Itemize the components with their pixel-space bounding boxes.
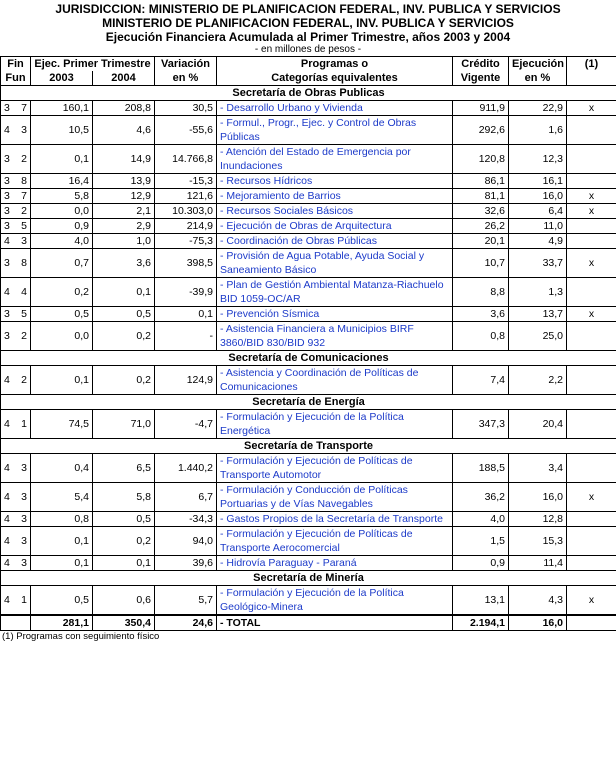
fin-code: 4 bbox=[4, 594, 10, 606]
value-2003: 0,5 bbox=[31, 307, 93, 322]
variation-pct: 10.303,0 bbox=[155, 204, 217, 219]
program-name: - Gastos Propios de la Secretaría de Transporte bbox=[217, 512, 453, 527]
col-ejecucion-unit: en % bbox=[509, 71, 567, 86]
program-name: - Desarrollo Urbano y Vivienda bbox=[217, 101, 453, 116]
total-blank bbox=[1, 615, 31, 631]
physical-tracking-mark bbox=[567, 322, 616, 351]
variation-pct: 39,6 bbox=[155, 556, 217, 571]
program-name: - Formulación y Ejecución de Políticas de Transporte Aerocomercial bbox=[217, 527, 453, 556]
section-header bbox=[1, 86, 616, 101]
fin-fun-code bbox=[1, 101, 31, 116]
total-label: - TOTAL bbox=[217, 615, 453, 631]
program-name: - Prevención Sísmica bbox=[217, 307, 453, 322]
fun-code: 4 bbox=[21, 286, 27, 298]
section-header bbox=[1, 439, 616, 454]
fin-code: 3 bbox=[4, 153, 10, 165]
execution-pct: 1,6 bbox=[509, 116, 567, 145]
program-name: - Hidrovía Paraguay - Paraná bbox=[217, 556, 453, 571]
physical-tracking-mark bbox=[567, 410, 616, 439]
section-title: Secretaría de Comunicaciones bbox=[1, 351, 616, 366]
section-title: Secretaría de Minería bbox=[1, 571, 616, 586]
fin-code: 4 bbox=[4, 286, 10, 298]
value-2003: 0,0 bbox=[31, 204, 93, 219]
value-2003: 0,2 bbox=[31, 278, 93, 307]
value-2004: 6,5 bbox=[93, 454, 155, 483]
section-header bbox=[1, 395, 616, 410]
col-ejec-primer-trimestre: Ejec. Primer Trimestre bbox=[31, 57, 155, 72]
col-2003: 2003 bbox=[31, 71, 93, 86]
fin-fun-code bbox=[1, 307, 31, 322]
execution-pct: 6,4 bbox=[509, 204, 567, 219]
fun-code: 3 bbox=[21, 557, 27, 569]
physical-tracking-mark: x bbox=[567, 307, 616, 322]
program-name: - Formul., Progr., Ejec. y Control de Obras Públicas bbox=[217, 116, 453, 145]
value-2004: 0,5 bbox=[93, 307, 155, 322]
fin-code: 4 bbox=[4, 491, 10, 503]
program-name: - Plan de Gestión Ambiental Matanza-Riachuelo BID 1059-OC/AR bbox=[217, 278, 453, 307]
credit-value: 20,1 bbox=[453, 234, 509, 249]
execution-pct: 12,8 bbox=[509, 512, 567, 527]
fin-code: 3 bbox=[4, 102, 10, 114]
variation-pct: 14.766,8 bbox=[155, 145, 217, 174]
fin-code: 3 bbox=[4, 175, 10, 187]
value-2003: 74,5 bbox=[31, 410, 93, 439]
value-2004: 0,1 bbox=[93, 278, 155, 307]
physical-tracking-mark bbox=[567, 278, 616, 307]
fun-code: 3 bbox=[21, 535, 27, 547]
table-row bbox=[1, 556, 616, 571]
program-name: - Recursos Sociales Básicos bbox=[217, 204, 453, 219]
execution-table bbox=[0, 56, 616, 631]
table-row bbox=[1, 307, 616, 322]
value-2004: 14,9 bbox=[93, 145, 155, 174]
variation-pct: 214,9 bbox=[155, 219, 217, 234]
credit-value: 120,8 bbox=[453, 145, 509, 174]
variation-pct: 398,5 bbox=[155, 249, 217, 278]
col-fun: Fun bbox=[1, 71, 31, 86]
value-2004: 0,5 bbox=[93, 512, 155, 527]
credit-value: 188,5 bbox=[453, 454, 509, 483]
fin-fun-code bbox=[1, 145, 31, 174]
value-2004: 0,1 bbox=[93, 556, 155, 571]
value-2003: 0,5 bbox=[31, 586, 93, 616]
variation-pct: 121,6 bbox=[155, 189, 217, 204]
value-2003: 4,0 bbox=[31, 234, 93, 249]
credit-value: 26,2 bbox=[453, 219, 509, 234]
fin-code: 4 bbox=[4, 124, 10, 136]
variation-pct: 124,9 bbox=[155, 366, 217, 395]
table-row bbox=[1, 278, 616, 307]
fun-code: 3 bbox=[21, 462, 27, 474]
physical-tracking-mark bbox=[567, 556, 616, 571]
credit-value: 7,4 bbox=[453, 366, 509, 395]
value-2004: 0,2 bbox=[93, 322, 155, 351]
total-execution: 16,0 bbox=[509, 615, 567, 631]
value-2004: 208,8 bbox=[93, 101, 155, 116]
credit-value: 86,1 bbox=[453, 174, 509, 189]
value-2003: 0,1 bbox=[31, 527, 93, 556]
section-header bbox=[1, 351, 616, 366]
fin-fun-code bbox=[1, 249, 31, 278]
execution-pct: 11,4 bbox=[509, 556, 567, 571]
fin-fun-code bbox=[1, 512, 31, 527]
credit-value: 4,0 bbox=[453, 512, 509, 527]
physical-tracking-mark bbox=[567, 219, 616, 234]
fun-code: 3 bbox=[21, 491, 27, 503]
physical-tracking-mark: x bbox=[567, 101, 616, 116]
value-2004: 0,6 bbox=[93, 586, 155, 616]
variation-pct: -55,6 bbox=[155, 116, 217, 145]
report-title: Ejecución Financiera Acumulada al Primer Trimestre, años 2003 y 2004 bbox=[105, 30, 511, 44]
program-name: - Formulación y Ejecución de la Política Energética bbox=[217, 410, 453, 439]
value-2004: 2,9 bbox=[93, 219, 155, 234]
fin-fun-code bbox=[1, 189, 31, 204]
physical-tracking-mark: x bbox=[567, 249, 616, 278]
report-header bbox=[0, 0, 616, 56]
fin-code: 4 bbox=[4, 557, 10, 569]
program-name: - Coordinación de Obras Públicas bbox=[217, 234, 453, 249]
variation-pct: -75,3 bbox=[155, 234, 217, 249]
table-row bbox=[1, 527, 616, 556]
program-name: - Mejoramiento de Barrios bbox=[217, 189, 453, 204]
fin-code: 3 bbox=[4, 257, 10, 269]
section-title: Secretaría de Transporte bbox=[1, 439, 616, 454]
execution-pct: 15,3 bbox=[509, 527, 567, 556]
execution-pct: 13,7 bbox=[509, 307, 567, 322]
credit-value: 0,9 bbox=[453, 556, 509, 571]
footnote: (1) Programas con seguimiento físico bbox=[2, 631, 160, 642]
credit-value: 347,3 bbox=[453, 410, 509, 439]
value-2003: 5,8 bbox=[31, 189, 93, 204]
physical-tracking-mark bbox=[567, 512, 616, 527]
table-row bbox=[1, 322, 616, 351]
fun-code: 5 bbox=[21, 308, 27, 320]
program-name: - Ejecución de Obras de Arquitectura bbox=[217, 219, 453, 234]
table-row bbox=[1, 410, 616, 439]
program-name: - Recursos Hídricos bbox=[217, 174, 453, 189]
execution-pct: 11,0 bbox=[509, 219, 567, 234]
table-row bbox=[1, 483, 616, 512]
fun-code: 1 bbox=[21, 418, 27, 430]
value-2004: 12,9 bbox=[93, 189, 155, 204]
unit-note: - en millones de pesos - bbox=[254, 44, 362, 55]
variation-pct: 6,7 bbox=[155, 483, 217, 512]
table-row bbox=[1, 204, 616, 219]
value-2003: 0,1 bbox=[31, 145, 93, 174]
value-2003: 5,4 bbox=[31, 483, 93, 512]
table-row bbox=[1, 174, 616, 189]
fun-code: 7 bbox=[21, 190, 27, 202]
value-2003: 10,5 bbox=[31, 116, 93, 145]
fun-code: 2 bbox=[21, 153, 27, 165]
execution-pct: 22,9 bbox=[509, 101, 567, 116]
col-programas: Programas o bbox=[217, 57, 453, 72]
value-2004: 0,2 bbox=[93, 527, 155, 556]
execution-pct: 16,0 bbox=[509, 483, 567, 512]
execution-pct: 4,9 bbox=[509, 234, 567, 249]
table-row bbox=[1, 189, 616, 204]
fin-fun-code bbox=[1, 116, 31, 145]
variation-pct: -15,3 bbox=[155, 174, 217, 189]
fin-fun-code bbox=[1, 556, 31, 571]
fin-code: 4 bbox=[4, 418, 10, 430]
table-body bbox=[1, 86, 616, 631]
variation-pct: 30,5 bbox=[155, 101, 217, 116]
program-name: - Formulación y Ejecución de Políticas de Transporte Automotor bbox=[217, 454, 453, 483]
execution-pct: 20,4 bbox=[509, 410, 567, 439]
table-row bbox=[1, 512, 616, 527]
fin-code: 3 bbox=[4, 220, 10, 232]
execution-pct: 2,2 bbox=[509, 366, 567, 395]
value-2003: 0,0 bbox=[31, 322, 93, 351]
fin-fun-code bbox=[1, 234, 31, 249]
variation-pct: 1.440,2 bbox=[155, 454, 217, 483]
program-name: - Atención del Estado de Emergencia por Inundaciones bbox=[217, 145, 453, 174]
credit-value: 36,2 bbox=[453, 483, 509, 512]
execution-pct: 16,0 bbox=[509, 189, 567, 204]
value-2003: 160,1 bbox=[31, 101, 93, 116]
fin-code: 4 bbox=[4, 513, 10, 525]
fun-code: 8 bbox=[21, 175, 27, 187]
fin-fun-code bbox=[1, 527, 31, 556]
fin-code: 3 bbox=[4, 190, 10, 202]
total-2003: 281,1 bbox=[31, 615, 93, 631]
total-2004: 350,4 bbox=[93, 615, 155, 631]
table-row bbox=[1, 586, 616, 616]
physical-tracking-mark: x bbox=[567, 483, 616, 512]
execution-pct: 25,0 bbox=[509, 322, 567, 351]
section-title: Secretaría de Obras Publicas bbox=[1, 86, 616, 101]
value-2004: 13,9 bbox=[93, 174, 155, 189]
fun-code: 7 bbox=[21, 102, 27, 114]
section-header bbox=[1, 571, 616, 586]
execution-pct: 12,3 bbox=[509, 145, 567, 174]
fin-code: 4 bbox=[4, 374, 10, 386]
total-mark bbox=[567, 615, 616, 631]
execution-pct: 16,1 bbox=[509, 174, 567, 189]
credit-value: 8,8 bbox=[453, 278, 509, 307]
fun-code: 8 bbox=[21, 257, 27, 269]
variation-pct: 5,7 bbox=[155, 586, 217, 616]
fin-code: 4 bbox=[4, 535, 10, 547]
variation-pct: - bbox=[155, 322, 217, 351]
table-row bbox=[1, 101, 616, 116]
ministry-title: MINISTERIO DE PLANIFICACION FEDERAL, INV. PUBLICA Y SERVICIOS bbox=[102, 16, 514, 30]
fun-code: 2 bbox=[21, 205, 27, 217]
physical-tracking-mark bbox=[567, 454, 616, 483]
value-2003: 0,1 bbox=[31, 556, 93, 571]
variation-pct: 0,1 bbox=[155, 307, 217, 322]
value-2004: 4,6 bbox=[93, 116, 155, 145]
col-categorias: Categorías equivalentes bbox=[217, 71, 453, 86]
physical-tracking-mark bbox=[567, 116, 616, 145]
table-row bbox=[1, 234, 616, 249]
fin-fun-code bbox=[1, 219, 31, 234]
credit-value: 13,1 bbox=[453, 586, 509, 616]
jurisdiction-title: JURISDICCION: MINISTERIO DE PLANIFICACION FEDERAL, INV. PUBLICA Y SERVICIOS bbox=[55, 2, 561, 16]
execution-pct: 3,4 bbox=[509, 454, 567, 483]
physical-tracking-mark bbox=[567, 145, 616, 174]
table-row bbox=[1, 116, 616, 145]
col-note: (1) bbox=[567, 57, 616, 72]
total-variation: 24,6 bbox=[155, 615, 217, 631]
physical-tracking-mark: x bbox=[567, 189, 616, 204]
value-2004: 2,1 bbox=[93, 204, 155, 219]
col-credito: Crédito bbox=[453, 57, 509, 72]
variation-pct: -4,7 bbox=[155, 410, 217, 439]
execution-pct: 4,3 bbox=[509, 586, 567, 616]
col-variacion: Variación bbox=[155, 57, 217, 72]
col-variacion-unit: en % bbox=[155, 71, 217, 86]
total-row bbox=[1, 615, 616, 631]
value-2003: 0,8 bbox=[31, 512, 93, 527]
fin-fun-code bbox=[1, 366, 31, 395]
total-credit: 2.194,1 bbox=[453, 615, 509, 631]
value-2003: 0,1 bbox=[31, 366, 93, 395]
fun-code: 3 bbox=[21, 513, 27, 525]
credit-value: 10,7 bbox=[453, 249, 509, 278]
variation-pct: -34,3 bbox=[155, 512, 217, 527]
fin-fun-code bbox=[1, 174, 31, 189]
fun-code: 2 bbox=[21, 330, 27, 342]
col-2004: 2004 bbox=[93, 71, 155, 86]
fun-code: 3 bbox=[21, 124, 27, 136]
credit-value: 0,8 bbox=[453, 322, 509, 351]
fin-fun-code bbox=[1, 410, 31, 439]
physical-tracking-mark bbox=[567, 527, 616, 556]
program-name: - Formulación y Ejecución de la Política Geológico-Minera bbox=[217, 586, 453, 616]
col-fin: Fin bbox=[1, 57, 31, 72]
value-2003: 0,9 bbox=[31, 219, 93, 234]
value-2003: 0,7 bbox=[31, 249, 93, 278]
program-name: - Formulación y Conducción de Políticas Portuarias y de Vías Navegables bbox=[217, 483, 453, 512]
execution-pct: 33,7 bbox=[509, 249, 567, 278]
value-2004: 5,8 bbox=[93, 483, 155, 512]
execution-pct: 1,3 bbox=[509, 278, 567, 307]
table-row bbox=[1, 249, 616, 278]
value-2004: 71,0 bbox=[93, 410, 155, 439]
fin-fun-code bbox=[1, 278, 31, 307]
credit-value: 3,6 bbox=[453, 307, 509, 322]
value-2004: 3,6 bbox=[93, 249, 155, 278]
col-vigente: Vigente bbox=[453, 71, 509, 86]
fun-code: 3 bbox=[21, 235, 27, 247]
value-2003: 16,4 bbox=[31, 174, 93, 189]
table-row bbox=[1, 145, 616, 174]
credit-value: 1,5 bbox=[453, 527, 509, 556]
fin-fun-code bbox=[1, 586, 31, 616]
fun-code: 1 bbox=[21, 594, 27, 606]
physical-tracking-mark: x bbox=[567, 204, 616, 219]
credit-value: 292,6 bbox=[453, 116, 509, 145]
fin-code: 3 bbox=[4, 205, 10, 217]
fin-fun-code bbox=[1, 322, 31, 351]
credit-value: 911,9 bbox=[453, 101, 509, 116]
variation-pct: 94,0 bbox=[155, 527, 217, 556]
value-2004: 1,0 bbox=[93, 234, 155, 249]
fun-code: 2 bbox=[21, 374, 27, 386]
fun-code: 5 bbox=[21, 220, 27, 232]
section-title: Secretaría de Energía bbox=[1, 395, 616, 410]
value-2004: 0,2 bbox=[93, 366, 155, 395]
table-row bbox=[1, 219, 616, 234]
fin-fun-code bbox=[1, 204, 31, 219]
physical-tracking-mark bbox=[567, 234, 616, 249]
fin-fun-code bbox=[1, 483, 31, 512]
fin-fun-code bbox=[1, 454, 31, 483]
table-row bbox=[1, 454, 616, 483]
physical-tracking-mark bbox=[567, 174, 616, 189]
credit-value: 81,1 bbox=[453, 189, 509, 204]
physical-tracking-mark: x bbox=[567, 586, 616, 616]
credit-value: 32,6 bbox=[453, 204, 509, 219]
physical-tracking-mark bbox=[567, 366, 616, 395]
fin-code: 4 bbox=[4, 462, 10, 474]
fin-code: 3 bbox=[4, 308, 10, 320]
value-2003: 0,4 bbox=[31, 454, 93, 483]
fin-code: 3 bbox=[4, 330, 10, 342]
col-ejecucion: Ejecución bbox=[509, 57, 567, 72]
program-name: - Asistencia y Coordinación de Políticas de Comunicaciones bbox=[217, 366, 453, 395]
fin-code: 4 bbox=[4, 235, 10, 247]
program-name: - Provisión de Agua Potable, Ayuda Social y Saneamiento Básico bbox=[217, 249, 453, 278]
variation-pct: -39,9 bbox=[155, 278, 217, 307]
program-name: - Asistencia Financiera a Municipios BIRF 3860/BID 830/BID 932 bbox=[217, 322, 453, 351]
table-row bbox=[1, 366, 616, 395]
